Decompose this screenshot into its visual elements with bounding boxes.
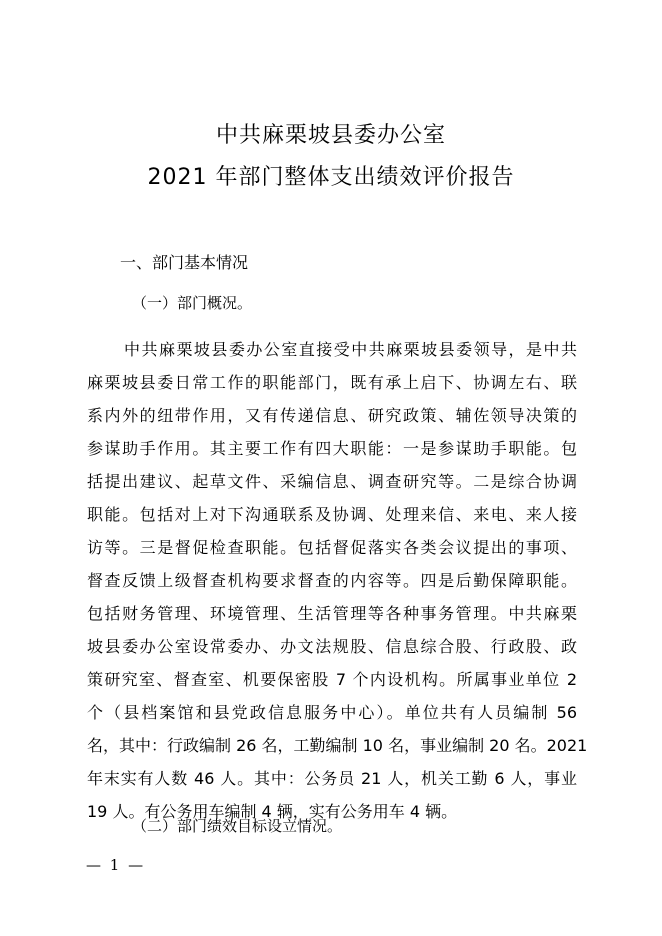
paragraph-line: 麻栗坡县委日常工作的职能部门，既有承上启下、协调左右、联 bbox=[87, 373, 577, 392]
paragraph-line: 策研究室、督查室、机要保密股 7 个内设机构。所属事业单位 2 bbox=[87, 670, 577, 689]
paragraph-line: 督查反馈上级督查机构要求督查的内容等。四是后勤保障职能。 bbox=[87, 571, 577, 590]
paragraph-line: 包括财务管理、环境管理、生活管理等各种事务管理。中共麻栗 bbox=[87, 604, 577, 623]
paragraph-line: 系内外的纽带作用，又有传递信息、研究政策、辅佐领导决策的 bbox=[87, 406, 577, 425]
paragraph-line: 中共麻栗坡县委办公室直接受中共麻栗坡县委领导，是中共 bbox=[124, 340, 577, 359]
paragraph-line: 19 人。有公务用车编制 4 辆，实有公务用车 4 辆。 bbox=[87, 802, 458, 821]
document-title-line-1: 中共麻栗坡县委办公室 bbox=[215, 123, 446, 148]
paragraph-line: 参谋助手作用。其主要工作有四大职能：一是参谋助手职能。包 bbox=[87, 439, 577, 458]
paragraph-line: 年末实有人数 46 人。其中：公务员 21 人，机关工勤 6 人，事业 bbox=[87, 769, 577, 788]
paragraph-line: 括提出建议、起草文件、采编信息、调查研究等。二是综合协调 bbox=[87, 472, 577, 491]
paragraph-line: 访等。三是督促检查职能。包括督促落实各类会议提出的事项、 bbox=[87, 538, 577, 557]
paragraph-line: 名，其中：行政编制 26 名，工勤编制 10 名，事业编制 20 名。2021 bbox=[87, 736, 588, 755]
subsection-heading: （二）部门绩效目标设立情况。 bbox=[132, 817, 343, 835]
subsection-heading: （一）部门概况。 bbox=[132, 294, 253, 312]
section-heading: 一、部门基本情况 bbox=[120, 253, 249, 272]
document-title-line-2: 2021 年部门整体支出绩效评价报告 bbox=[147, 165, 515, 190]
page-number: — 1 — bbox=[86, 856, 146, 874]
paragraph-line: 坡县委办公室设常委办、办文法规股、信息综合股、行政股、政 bbox=[87, 637, 577, 656]
paragraph-line: 职能。包括对上对下沟通联系及协调、处理来信、来电、来人接 bbox=[87, 505, 577, 524]
paragraph-line: 个（县档案馆和县党政信息服务中心）。单位共有人员编制 56 bbox=[87, 703, 577, 722]
